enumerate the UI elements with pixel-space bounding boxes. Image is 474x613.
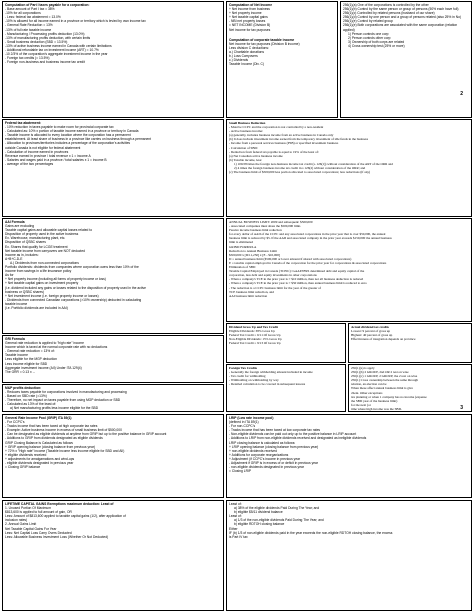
- mp-line: - Calculated as 13% of the least of:: [5, 402, 57, 407]
- lcge-line: Less: Allowable Business Investment Loss (Whether Or Not Deducted): [5, 534, 109, 539]
- lrip-line: - Additions to LRIP from non-eligible dividends received and designated as ineligible dividends: [229, 436, 367, 441]
- sbd-line: - Active business income:: [229, 129, 263, 134]
- net-income-line: + Net taxable capital gains: [229, 15, 268, 20]
- lcge-line: 1. Unused Portion Of Maximum: [5, 506, 51, 511]
- foreign-tax-lines: [229, 370, 343, 386]
- page-number-2: 2: [460, 91, 463, 97]
- business-limit-line: - Associated companies must share the $500,000 limit.: [229, 224, 302, 229]
- grip-line: GRIP Closing Balance is Calculated as follows: [5, 440, 73, 445]
- aai-line: Disposition of QSBC shares: [5, 240, 46, 245]
- grip-line: + 72% x "High rate" income (Taxable income less income eligible for SBD and AII): [5, 448, 125, 453]
- lrip-title: LRIP (Low rate income pool): [229, 416, 274, 420]
- dividend-refund-line: Least of:: [229, 514, 242, 519]
- grr-line: - General rate reduction = 13% of:: [5, 349, 55, 354]
- grr-line: Less income eligible for SBD: [5, 361, 48, 366]
- aai-line: As for: [5, 273, 14, 278]
- business-limit-line: ANNUAL BUSINESS LIMIT: 2009 and subsequent: $500,000: [229, 220, 313, 224]
- net-income-line: + Net property income: [229, 11, 262, 16]
- association-line: 256(1)(e) Control by related group: [343, 19, 393, 24]
- grr-line: Taxable income: [5, 353, 28, 358]
- association-bases-line: the SBD year of the business limit): [351, 398, 398, 403]
- abatement-line: - Salaries and wages paid in a province / total salaries x 1 = income B: [5, 157, 107, 162]
- grip-title: General Rate Income Pool (GRIP) ITA 89(1): [5, 416, 72, 420]
- tax-credit-line: Highest: 40 percent of gross up: [351, 333, 393, 338]
- business-limit-line: Reduction to Annual Business Limit: [229, 248, 277, 253]
- dividend-refund-box: [226, 500, 472, 611]
- net-income-title: Computation of Net Income: [229, 3, 273, 7]
- dividend-refund-line: a) 38% of the eligible dividends Paid During The Year; and: [234, 506, 320, 511]
- corp-tax-line: -13% of full rate taxable income: [5, 27, 52, 32]
- taxable-income-line: a.) Charitable donations: [229, 49, 265, 54]
- mp-line: - Reduces taxes payable for corporations involved in manufacturing and processing: [5, 390, 127, 395]
- sbd-line: - Income from a personal services business (PSB) or specified investment business: [229, 141, 339, 146]
- taxable-income-lines: [229, 42, 335, 67]
- mp-lines: [5, 390, 221, 412]
- grr-title: GRI Formula: [5, 337, 25, 341]
- net-income-lines: [229, 7, 335, 32]
- business-limit-line: - The reduction is a CCPC business limit for the year of the greater of: [229, 285, 321, 290]
- dividend-gross-up-box: [226, 323, 346, 363]
- lcge-lines: [5, 506, 221, 539]
- foreign-tax-line: - Withholding on withholding by way: [229, 378, 279, 383]
- grip-line: + adjustments for amalgamations and wind-ups: [5, 456, 75, 461]
- net-income-line: Net income for tax purposes: [229, 27, 271, 32]
- net-income-line: + Net income from business: [229, 7, 270, 12]
- sbd-line: 1) 100/28 times the foreign non-business income tax credit (s. 126(1)) without consideration of the ART of the ORR and: [234, 161, 393, 166]
- association-bases-line: relation, an election can be: [351, 382, 387, 387]
- business-limit-line: corporation, less debt and equity investments in other corporations: [229, 273, 317, 278]
- mp-line: a) Net manufacturing profits less income eligible for the SBD: [10, 406, 99, 411]
- corp-tax-line: - Base amount of Part I tax = 38%: [5, 7, 55, 12]
- business-limit-line: Elimination of SBD: [229, 265, 256, 270]
- sbd-line: (a) generally, includes business income from an active business in Canada only: [229, 133, 334, 138]
- association-bases-line: 256(1) Cross ownership between the same through: [351, 378, 419, 383]
- sbd-line: (a) Net Canadian active business income: [229, 153, 283, 158]
- business-limit-line: business limit is reduced by $5. If the AAII and associated company in the prior year exceeds $150,000 the annual business: [229, 236, 392, 241]
- association-bases-line: 256(1)(c) 1 GROUP, 2 GROUP, the 2 rest on wise: [351, 374, 418, 379]
- grip-box: [2, 414, 224, 498]
- dividend-refund-line: a) 1/3 of the non-eligible dividends Paid During The Year; and: [234, 518, 324, 523]
- business-limit-box: [226, 218, 472, 322]
- taxable-income-title: Computation of corporate taxable income: [229, 37, 295, 42]
- aai-line: A.) Dividends from non-connected corporations: [10, 260, 79, 265]
- aai-line: (i.e. dividend included any gains or losses related to the disposition of property used in the active: [5, 285, 146, 290]
- abatement-line: - 10% reduction in taxes payable to make room for provincial corporate tax: [5, 125, 114, 130]
- gross-up-line: Eligible Dividends: 38% Gross Up: [229, 329, 275, 334]
- business-limit-line: GRIND FORMULA: [229, 244, 257, 249]
- grip-line: - Can be designated as eligible dividends at anytime from GRIP but up to the positive balance in GRIP account: [5, 432, 167, 437]
- sbd-line: (b) Taxable income, less:: [229, 157, 263, 162]
- aai-line: (i.e. Portfolio dividends are included in AAI): [5, 305, 68, 310]
- aai-lines: [5, 224, 221, 310]
- corp-tax-computation-box: [2, 1, 224, 118]
- association-bases-line: tax planning or when 1 company has no income (expense: [351, 394, 427, 399]
- business-limit-line: Taxable Capital Employed in Canada (TCEIC): GAAP/IFRS determined debt and equity capital of the: [229, 269, 365, 274]
- lcge-line: Less: Net Capital Loss Carry Overs Deducted: [5, 530, 72, 535]
- foreign-tax-title: Foreign Tax Credits: [229, 366, 258, 370]
- sbd-line: - Must be CCPC and the corporation is not controlled by a non-resident: [229, 125, 324, 130]
- association-bases-line: 256(1)(a) is apply: [351, 366, 375, 370]
- lrip-line: + non-eligible dividends received: [229, 448, 277, 453]
- lrip-line: = Closing LRIP: [229, 469, 252, 474]
- dividend-refund-line: Either: [229, 526, 238, 531]
- sbd-line: - Calculation of SBD:: [229, 145, 258, 150]
- abatement-line: - Calculated as: 10% x portion of taxable income earned in a province or territory in Canada: [5, 129, 139, 134]
- aai-line: business or QSBC shares): [5, 289, 45, 294]
- foreign-tax-line: - Generally the foreign withholding amount included in income: [229, 370, 313, 375]
- grip-line: = Closing GRIP balance: [5, 465, 41, 470]
- corp-tax-line: -10 2/3% of the corporation's aggregate investment income in the year: [5, 52, 108, 57]
- aai-formula-box: [2, 218, 224, 334]
- association-line: 256(1)(b) Control by the same person or group of persons (50% each have full): [343, 7, 459, 12]
- grr-line: The GRR = 0.13 x ...: [5, 369, 36, 374]
- aai-line: + Net property income (including all forms of property income or loss): [5, 277, 106, 282]
- sbd-line: (c) The business limit of $500,000 less portion allocated to associated corporations; less reductions (if any): [229, 170, 371, 175]
- corp-tax-line: -13% of active business income earned in Canada with certain limitations: [5, 43, 112, 48]
- dividend-refund-lines: [229, 502, 469, 539]
- taxable-income-line: Net income for tax purposes (Division B income): [229, 41, 300, 46]
- lrip-line: + Additions for corporate reorganizations: [229, 452, 289, 457]
- gross-up-line: Federal Tax Credit = 6/11 Of Gross Up: [229, 333, 281, 338]
- federal-abatement-title: Federal tax abatement:: [5, 121, 41, 125]
- gross-up-line: Federal Tax Credit = 9/13 Of Gross Up: [229, 341, 281, 346]
- sbd-line: - Deduction from federal tax payable is equal to 19% of the least of:: [229, 149, 319, 154]
- foreign-tax-credit-box: [226, 364, 346, 412]
- dividend-refund-line: b) eligible $5/11 dividend balance: [234, 510, 283, 515]
- aai-line: Income as in, includes:: [5, 252, 39, 257]
- gross-up-title: Dividend Gross Up and Tax Credit: [229, 325, 278, 329]
- tax-credit-lines: [351, 329, 469, 341]
- lrip-line: LRIP closing balance is calculated as follows:: [229, 440, 296, 445]
- aai-line: Net taxable income from carryovers are NOT deducted: [5, 248, 86, 253]
- aai-line: Disposition of property used in the active business: [5, 232, 79, 237]
- business-limit-line: for every dollar of AAII of the CCPC and any associated corporations in the prior year that is over $50,000, the annual: [229, 232, 386, 237]
- grr-lines: [5, 341, 221, 374]
- sbd-line: 2) 4 times the foreign business income tax credit in s 126(2) without consideration of the ORR; and: [234, 166, 366, 171]
- lcge-line: 2. Annual Gains Limit: [5, 522, 37, 527]
- aai-line: Taxable capital gains and allowable capital losses related to: [5, 228, 93, 233]
- corp-tax-line: - Foreign tax credits (= 13.5%): [5, 56, 50, 61]
- sbd-title: Small Business Deduction: [229, 121, 266, 125]
- foreign-tax-line: - Detailed calculation to be covered in subsequent lessons: [229, 382, 306, 387]
- abatement-line: Revenue earned in province / total revenue x 1 = income A: [5, 153, 91, 158]
- association-bases-line: 256(1)(b) 2 GROUP, 2nd OR 2 test on wise: [351, 370, 409, 375]
- federal-abatement-box: [2, 119, 224, 217]
- abatement-line: outside Canada is not eligible for federal abatement: [5, 145, 81, 150]
- lrip-box: [226, 414, 472, 498]
- corp-tax-line: - Small business deduction (SBD = 13.5%): [5, 39, 68, 44]
- aai-line: taxable income: [5, 301, 28, 306]
- association-bases-line: client. Other exceptions: [351, 390, 383, 395]
- lrip-line: - Non-eligible dividends can be paid out only up to the positive balance in LRIP account: [229, 432, 357, 437]
- foreign-tax-line: - Tax credit for withholding: [229, 374, 266, 379]
- net-income-line: = NET INCOME (Division B): [229, 23, 271, 28]
- corp-tax-line: - Foreign non-business and business income tax credit: [5, 60, 85, 65]
- gross-up-lines: [229, 329, 343, 345]
- business-limit-line: limit is eliminated: [229, 240, 253, 245]
- association-line: 256(1)(c) Controlled by related persons (husband of our share): [343, 11, 435, 16]
- grip-lines: [5, 420, 221, 469]
- corp-tax-line: -13% of manufacturing profits deduction, with certain limits: [5, 35, 91, 40]
- small-business-deduction-box: [226, 119, 472, 217]
- association-line: 2) Person controls other corp: [348, 35, 391, 40]
- taxable-income-line: Taxable Income (Div. C): [229, 62, 264, 67]
- business-limit-line: D = annual business limit ($500,000 or lower amount if shared with associated corporations): [229, 256, 352, 261]
- business-limit-line: TCE business limit reduction, and: [229, 289, 274, 294]
- business-limit-line: E = taxable capital employed in Canada of the corporation for the prior year for corporations & associated corporations: [229, 260, 387, 265]
- grr-line: General rate reduction is applied to "high rate" income: [5, 341, 84, 346]
- sbd-lines: [229, 125, 469, 174]
- grr-formula-box: [2, 335, 224, 383]
- aai-title: AAI Formula: [5, 220, 25, 224]
- aai-line: Ex. Warehouse, manufacturing plant, etc.: [5, 236, 66, 241]
- abatement-line: establishment. At least share of business in a province like carries on business through a permanent: [5, 137, 152, 142]
- abatement-line: - Taxable income is allocated to every location where the corporation has a permanent: [5, 133, 131, 138]
- aai-line: A+B+C-D-E: [5, 256, 23, 261]
- grr-line: Aggregate investment income (AII) Under ITA 129(4): [5, 365, 82, 370]
- lcge-line: $813,600 is applied to full amount of gain, OR: [5, 510, 72, 515]
- lrip-line: + Adjustment (if CCPC's income in previous year: [229, 456, 301, 461]
- grip-line: - Additions to GRIP from dividends designated as eligible dividends: [5, 436, 103, 441]
- association-rules-box: [340, 1, 472, 118]
- grip-line: - Example: Active business income in excess of small business limit of $500,000: [5, 428, 122, 433]
- business-limit-line: AAI business limit reduction: [229, 293, 268, 298]
- business-limit-line: Passive income business limit reduction: [229, 228, 282, 233]
- grip-line: - For CCPC's: [5, 420, 25, 425]
- lrip-line: - Tracks income that has been taxed at low corporate tax rates: [229, 428, 321, 433]
- grip-line: + GRIP opening balance (closing balance from previous year): [5, 444, 96, 449]
- sbd-line: (b) It does include investment income earned from the temporary investment of idle funds in the business: [229, 137, 368, 142]
- page-number-3: 3: [460, 405, 463, 411]
- corp-tax-line: - Manufacturing / Processing profits deduction (13.0%): [5, 31, 85, 36]
- mp-profits-box: [2, 384, 224, 412]
- association-line: applied): [343, 27, 355, 32]
- lrip-line: - For non-CCPC's: [229, 424, 256, 429]
- corp-tax-line: - Additional refundable tax on investment income (ART) = 10.7%: [5, 48, 99, 53]
- association-bases-box: [348, 364, 472, 412]
- taxable-income-line: b.) Loss Carryovers: [229, 54, 258, 59]
- lrip-line: + LRIP opening balance (closing balance from previous year): [229, 444, 319, 449]
- lrip-line: - non-eligible dividends designated in previous year: [229, 465, 304, 470]
- grip-line: - Tracks income that has been taxed at high corporate tax rates: [5, 424, 98, 429]
- abatement-line: - Calculation of income earned in provinces: [5, 149, 69, 154]
- business-limit-line: $500,000 x [D/11,250] x [E - $10,000]: [229, 252, 281, 257]
- lcge-title: LIFETIME CAPITAL GAINS Exemptions maximum deduction: Least of: [5, 502, 114, 506]
- business-limit-line: - When a company's TCE in the prior year is > $10 million, then not all business deduction is reduced: [229, 277, 364, 282]
- dividend-tax-credit-box: [348, 323, 472, 363]
- aai-line: - Dividends from connected Canadian corporations (>10% ownership) deducted in calculating: [5, 297, 142, 302]
- mp-line: - Therefore, no net impact on taxes payable from using MGP deduction or SBD: [5, 398, 121, 403]
- association-line: 256(1)(d) Control by one person and a group of persons related (also 25% in No): [343, 15, 462, 20]
- association-bases-line: When these affect annual business limit is give: [351, 386, 413, 391]
- mp-title: M&P profits deduction:: [5, 386, 42, 390]
- dividend-refund-line: b) eligible RDTOH closing balance: [234, 522, 285, 527]
- association-bases-line: [351, 411, 469, 412]
- aai-line: Portfolio dividends: dividends from companies where corporation owns less than 10% of the: [5, 265, 139, 270]
- association-line: 4) Cross ownership test (25% or more): [348, 43, 405, 48]
- association-line: 3) Ownership of both corps are related: [348, 39, 405, 44]
- dividend-refund-line: Least of:: [229, 502, 242, 506]
- abatement-line: - average of the two percentages: [5, 161, 54, 166]
- federal-abatement-lines: [5, 125, 221, 166]
- taxable-income-line: Less division C deductions:: [229, 45, 269, 50]
- lcge-line: Less: Amount of $813,600 applied to taxable capital gains (1/2), after application of: [5, 514, 126, 519]
- association-line: 256(1)(a) One of the corporations is controlled by the other: [343, 3, 429, 7]
- net-income-box: [226, 1, 338, 118]
- lcge-line: Net Taxable Capital Gains For Year: [5, 526, 57, 531]
- association-rules-lines: [343, 3, 469, 48]
- abatement-line: - Allocation to provinces/territories includes a percentage of the corporation's activities: [5, 141, 131, 146]
- grr-line: Less eligible for the MGP deduction: [5, 357, 57, 362]
- tax-credit-title: Actual dividend tax credits: [351, 325, 389, 329]
- business-limit-lines: [229, 220, 469, 298]
- corp-tax-computation-title: Computation of Part I taxes payable for a corporation:: [5, 3, 90, 7]
- corp-tax-line: -10% for all corporations: [5, 11, 41, 16]
- association-bases-line: for the next (or: [351, 402, 371, 407]
- aai-line: Gains are excluding: [5, 224, 35, 229]
- aai-line: + Net taxable capital gains on investment property: [5, 281, 79, 286]
- aai-line: Income from savings in a life insurance policy: [5, 269, 72, 274]
- aai-line: Ex. Shares that qualify for LCGE treatment: [5, 244, 68, 249]
- lrip-line: (defined in ITA 89(1): [229, 420, 259, 425]
- association-bases-lines: [351, 366, 469, 412]
- association-line: 256(1)(e) Both corporations are associated with the same corporation (relation: [343, 23, 458, 28]
- dividend-refund-line: is Part IV tax: [229, 534, 248, 539]
- lrip-lines: [229, 420, 469, 473]
- tax-credit-line: Lowest: 9 percent of gross up: [351, 329, 391, 334]
- grip-line: + eligible dividends received: [5, 452, 47, 457]
- lcge-line: inclusion rates): [5, 518, 28, 523]
- association-line: 1) Person controls one corp: [348, 31, 389, 36]
- corp-tax-line: - Less: federal tax abatement = 13.0%: [5, 15, 61, 20]
- business-limit-line: - When a company's TCE in the prior year is > $50 million, then annual business limit is reduced to zero: [229, 281, 367, 286]
- net-income-line: - NBI net property losses: [229, 19, 266, 24]
- taxable-income-line: c.) Dividends: [229, 58, 249, 63]
- tax-credit-line: Effectiveness of integration depends on province: [351, 337, 416, 342]
- corp-tax-computation-lines: [5, 7, 221, 64]
- lrip-line: - Adjustment if GRIP is in excess of or deficit in previous year: [229, 461, 318, 466]
- aai-line: + Net investment income (i.e. foreign property income or losses): [5, 293, 99, 298]
- grip-line: - eligible dividends designated in previous year: [5, 461, 74, 466]
- grr-line: Income which is taxed at the normal corporate rate with no deductions: [5, 345, 108, 350]
- corp-tax-line: - General Rate Reduction = 13%: [5, 23, 53, 28]
- gross-up-line: Non-Eligible Dividends: 15% Gross Up: [229, 337, 282, 342]
- lcge-box: [2, 500, 224, 611]
- dividend-refund-line: IF (b) 1/3 of non-eligible dividends paid in the year exceeds the non-eligible RDTOH closing balance, the excess: [229, 530, 393, 535]
- association-bases-line: time where high income was the SBD.: [351, 406, 402, 411]
- corp-tax-line: -10% is allowed for all income earned in a province or territory which is levied by own income tax: [5, 19, 146, 24]
- mp-line: - Based on SBD rate (=13%): [5, 394, 47, 399]
- mp-line: [5, 411, 221, 412]
